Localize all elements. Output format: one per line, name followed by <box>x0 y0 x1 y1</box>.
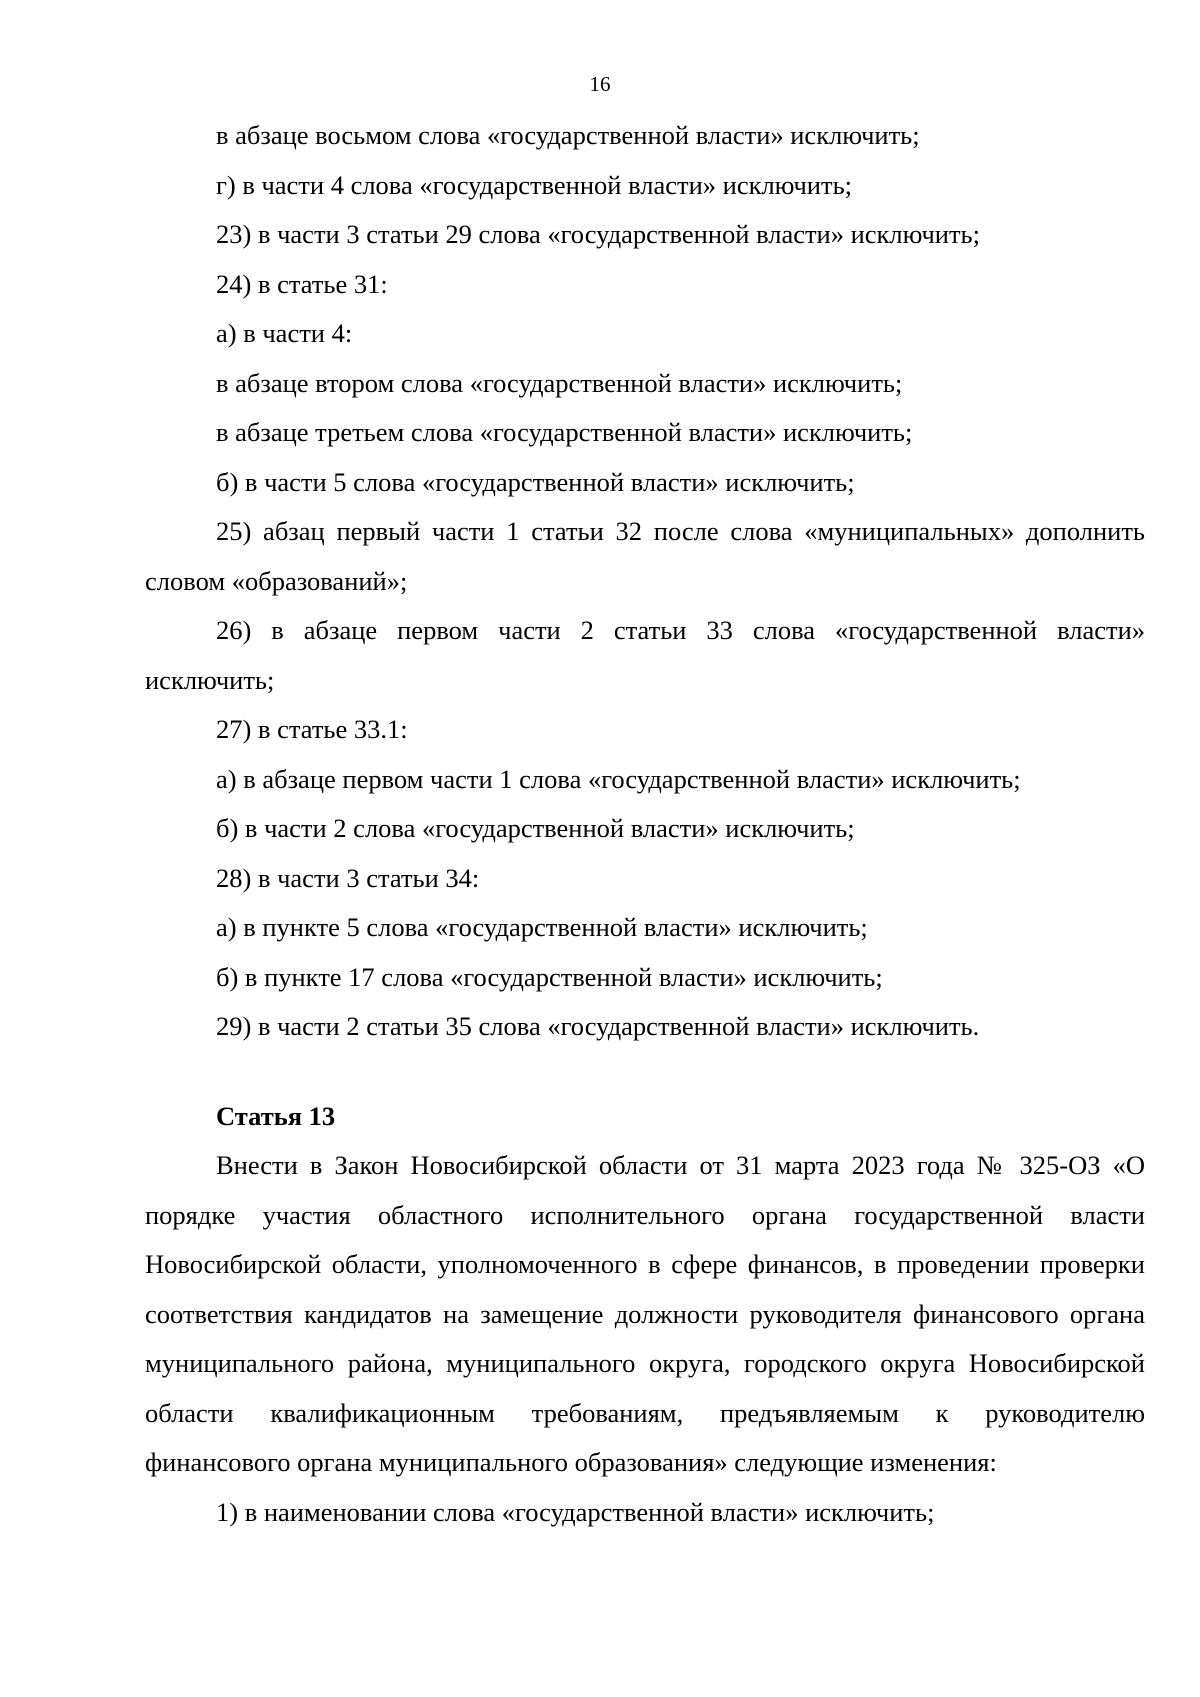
document-body <box>145 111 1145 1537</box>
paragraph: 24) в статье 31: <box>216 268 388 299</box>
article-heading: Статья 13 <box>216 1100 336 1131</box>
paragraph: 26) в абзаце первом части 2 статьи 33 слова «государственной власти» исключить; <box>145 615 1145 695</box>
article-paragraph: Внести в Закон Новосибирской области от 31 марта 2023 года № 325-ОЗ «О порядке участия областного исполнительного органа государственной власти Новосибирской области, уполномоченного в сфере финансов, в проведении проверки соответствия кандидатов на замещение должности руководителя финансового органа муниципального района, муниципального округа, городского округа Новосибирской области квалификационным требованиям, предъявляемым к руководителю финансового органа муниципального образования» следующие изменения: <box>145 1150 1145 1477</box>
paragraph: а) в пункте 5 слова «государственной власти» исключить; <box>216 912 868 942</box>
paragraph: б) в пункте 17 слова «государственной власти» исключить; <box>216 961 883 992</box>
paragraph: б) в части 5 слова «государственной власти» исключить; <box>216 466 855 497</box>
paragraph: 23) в части 3 статьи 29 слова «государственной власти» исключить; <box>216 219 980 249</box>
article-paragraph: 1) в наименовании слова «государственной власти» исключить; <box>216 1496 935 1527</box>
paragraph: в абзаце восьмом слова «государственной власти» исключить; <box>216 120 920 150</box>
paragraph: 28) в части 3 статьи 34: <box>216 862 480 893</box>
paragraph: 27) в статье 33.1: <box>216 714 408 744</box>
paragraph: 29) в части 2 статьи 35 слова «государственной власти» исключить. <box>216 1011 980 1041</box>
paragraph: г) в части 4 слова «государственной власти» исключить; <box>216 169 853 200</box>
paragraph: в абзаце третьем слова «государственной власти» исключить; <box>216 417 913 447</box>
paragraph: а) в части 4: <box>216 318 353 348</box>
paragraph: 25) абзац первый части 1 статьи 32 после слова «муниципальных» дополнить словом «образований»; <box>145 516 1145 596</box>
paragraph: а) в абзаце первом части 1 слова «государственной власти» исключить; <box>216 763 1021 794</box>
page-number: 16 <box>589 72 611 96</box>
paragraph: б) в части 2 слова «государственной власти» исключить; <box>216 813 855 843</box>
paragraph: в абзаце втором слова «государственной власти» исключить; <box>216 367 903 398</box>
